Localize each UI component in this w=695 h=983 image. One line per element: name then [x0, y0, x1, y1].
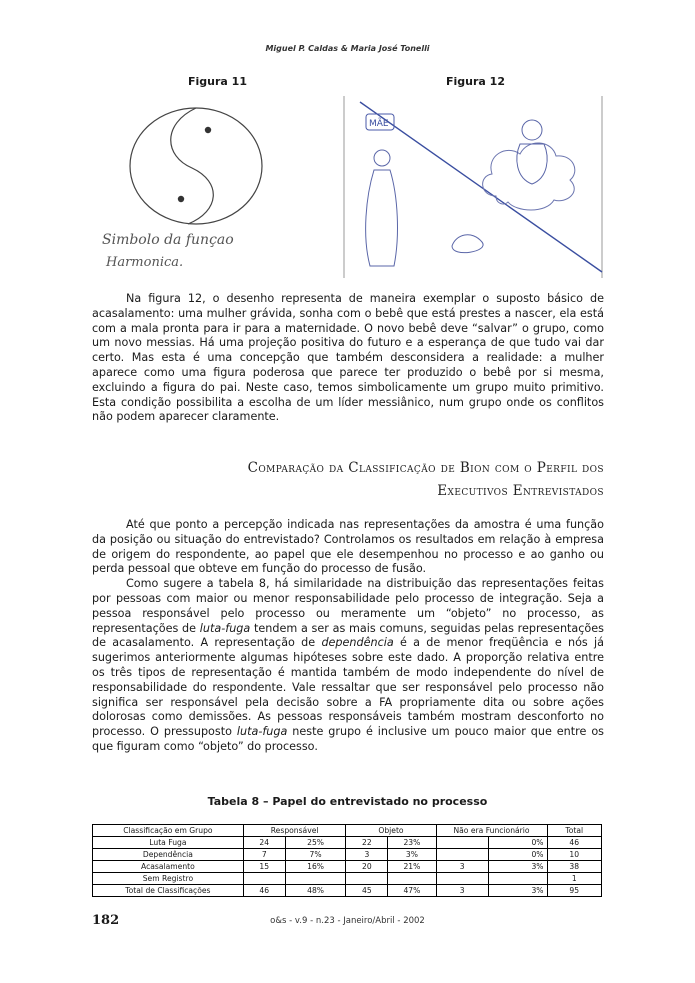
table-8 — [92, 824, 602, 897]
page-number: 182 — [92, 913, 120, 928]
table-cell: 21% — [388, 861, 436, 873]
table-cell: 7% — [285, 849, 346, 861]
paragraph-3: Como sugere a tabela 8, há similaridade na distribuição das representações feitas por pessoas com maior ou menor responsabilidade pelo processo de integração. Seja a pessoa responsável pelo processo ou meramente um “objeto” no processo, as representações de luta-fuga tendem a ser as mais comuns, seguidas pelas representações de acasalamento. A representação de dependência é a de menor freqüência e nós já sugerimos anteriormente algumas hipóteses sobre este dado. A proporção relativa entre os três tipos de representação é mantida também de modo independente do nível de responsabilidade do respondente. Vale ressaltar que ser responsável pelo processo não significa ser responsável pela decisão sobre a FA propriamente dita ou sobre ações dolorosas como demissões. As pessoas responsáveis também mostram desconforto no processo. O pressuposto luta-fuga neste grupo é inclusive um pouco maior que entre os que figuram como “objeto” do processo. — [92, 577, 604, 753]
table-cell: Total de Classificações — [93, 885, 244, 897]
table-cell: 25% — [285, 837, 346, 849]
table-total-row — [93, 885, 602, 897]
table-cell — [436, 849, 488, 861]
table-cell: 22 — [346, 837, 388, 849]
table-cell: 45 — [346, 885, 388, 897]
table-row — [93, 849, 602, 861]
header-cell: Objeto — [346, 825, 436, 837]
header-cell: Responsável — [243, 825, 346, 837]
table-cell: 16% — [285, 861, 346, 873]
section-title-line-1: Comparação da Classificação de Bion com o Perfil dos — [247, 460, 604, 476]
table-cell: 95 — [547, 885, 602, 897]
figure-11-drawing — [92, 96, 347, 278]
table-header-row — [93, 825, 602, 837]
paragraph-figure-12 — [92, 292, 604, 425]
table-8-caption: Tabela 8 – Papel do entrevistado no processo — [207, 795, 488, 808]
figure-11-caption-2: Harmonica. — [106, 255, 184, 270]
table-cell: 0% — [488, 849, 547, 861]
paragraph-1: Na figura 12, o desenho representa de maneira exemplar o suposto básico de acasalamento: uma mulher grávida, sonha com o bebê que está prestes a nascer, ela está com a mala pronta para ir para a maternidade. O novo bebê deve “salvar” o grupo, como um novo messias. Há uma projeção positiva do futuro e a esperança de que tudo vai dar certo. Mas esta é uma concepção que também desconsidera a realidade: a mulher aparece como uma figura poderosa que parece ter produzido o bebê por si mesma, excluindo a figura do pai. Neste caso, temos simbolicamente um grupo muito primitivo. Esta condição possibilita a escolha de um líder messiânico, num grupo onde os conflitos não podem aparecer claramente. — [92, 292, 604, 424]
figure-12-drawing — [356, 96, 603, 278]
table-cell: 3 — [436, 885, 488, 897]
table-cell: 46 — [547, 837, 602, 849]
table-cell: 3% — [388, 849, 436, 861]
paragraph-2: Até que ponto a percepção indicada nas representações da amostra é uma função da posição ou situação do entrevistado? Controlamos os resultados em relação à empresa de origem do respondente, ao papel que ele desempenhou no processo e ao ganho ou perda pessoal que obteve em função do processo de fusão. — [92, 518, 604, 576]
table-cell: 15 — [243, 861, 285, 873]
table-cell: 3 — [436, 861, 488, 873]
table-cell: Dependência — [93, 849, 244, 861]
table-cell: 24 — [243, 837, 285, 849]
table-cell: 7 — [243, 849, 285, 861]
table-cell: 23% — [388, 837, 436, 849]
table-cell: Acasalamento — [93, 861, 244, 873]
table-cell — [436, 873, 488, 885]
header-cell: Classificação em Grupo — [93, 825, 244, 837]
table-cell: 1 — [547, 873, 602, 885]
table-cell: 38 — [547, 861, 602, 873]
footer-citation: o&s - v.9 - n.23 - Janeiro/Abril - 2002 — [270, 916, 425, 926]
table-cell — [243, 873, 285, 885]
table-cell: 0% — [488, 837, 547, 849]
figure-11 — [92, 96, 347, 278]
table-cell: 20 — [346, 861, 388, 873]
table-cell — [388, 873, 436, 885]
figure-12-sign: MÃE — [369, 119, 389, 129]
figure-11-caption-1: Simbolo da funçao — [102, 232, 234, 248]
header-cell: Não era Funcionário — [436, 825, 547, 837]
table-cell: 3 — [346, 849, 388, 861]
table-row — [93, 837, 602, 849]
table-row — [93, 861, 602, 873]
figure-11-label: Figura 11 — [188, 75, 247, 88]
table-row — [93, 873, 602, 885]
table-cell: 47% — [388, 885, 436, 897]
table-cell: 48% — [285, 885, 346, 897]
body-text — [92, 518, 604, 755]
table-cell — [346, 873, 388, 885]
table-cell: 3% — [488, 885, 547, 897]
table-cell — [436, 837, 488, 849]
figure-12-label: Figura 12 — [446, 75, 505, 88]
figure-12 — [356, 96, 603, 278]
table-cell: Sem Registro — [93, 873, 244, 885]
table-cell: 3% — [488, 861, 547, 873]
section-title-line-2: Executivos Entrevistados — [437, 483, 604, 499]
running-head: Miguel P. Caldas & Maria José Tonelli — [265, 44, 430, 53]
table-cell: 10 — [547, 849, 602, 861]
table-cell: Luta Fuga — [93, 837, 244, 849]
table-cell: 46 — [243, 885, 285, 897]
table-cell — [488, 873, 547, 885]
header-cell: Total — [547, 825, 602, 837]
table-cell — [285, 873, 346, 885]
